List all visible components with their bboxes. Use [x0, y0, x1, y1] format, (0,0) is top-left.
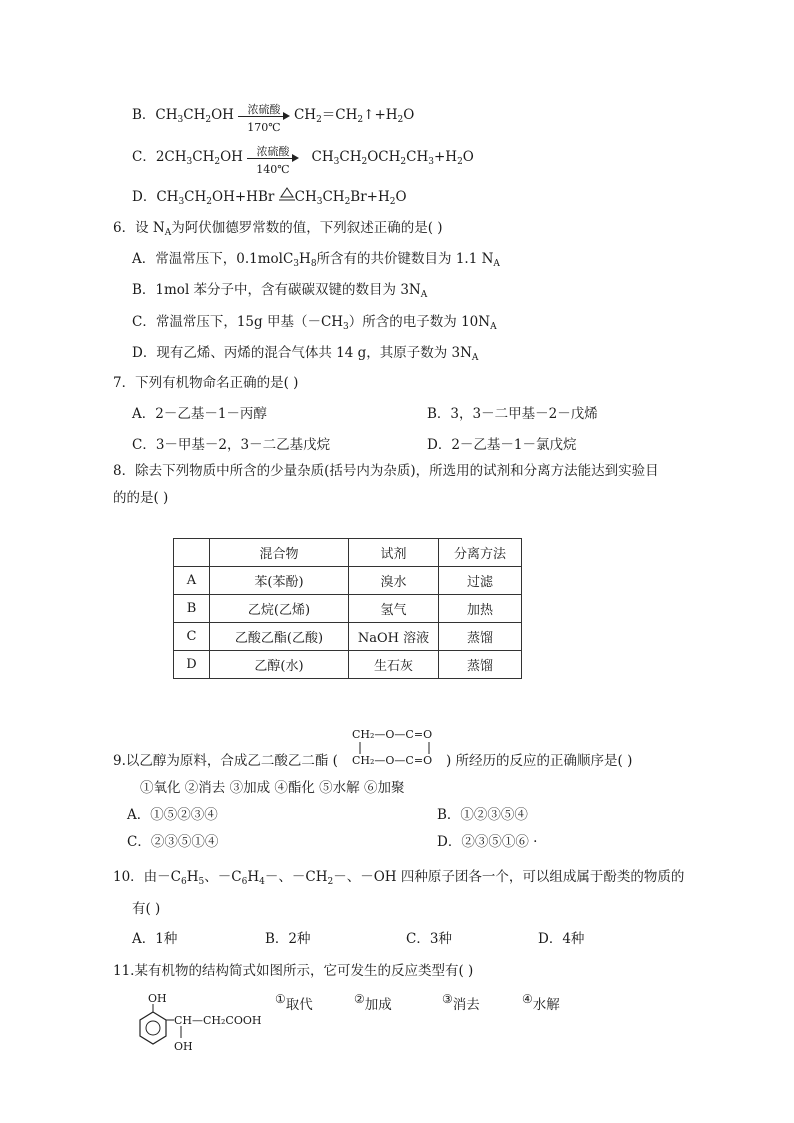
q9-option-d: D．②③⑤①⑥ · — [437, 834, 538, 850]
q10-stem-line2: 有( ) — [132, 901, 161, 917]
table-cell: 加热 — [439, 595, 522, 623]
table-cell: 试剂 — [349, 539, 439, 567]
q7-option-d: D．2－乙基－1－氯戊烷 — [427, 437, 577, 453]
reaction-arrow-icon: 浓硫酸 140℃ — [247, 149, 299, 167]
table-row — [174, 651, 522, 679]
struct-top-line: CH₂—O—C=O — [352, 728, 433, 741]
q10-option-d: D．4种 — [538, 931, 585, 947]
table-cell: 溴水 — [349, 567, 439, 595]
table-cell: 乙醇(水) — [210, 651, 349, 679]
q7-stem: 7．下列有机物命名正确的是( ) — [113, 375, 299, 391]
q9-option-c: C．②③⑤①④ — [127, 834, 219, 850]
table-cell: A — [174, 567, 210, 595]
table-cell: 氢气 — [349, 595, 439, 623]
q11-stem: 11.某有机物的结构简式如图所示，它可发生的反应类型有( ) — [113, 963, 474, 979]
table-cell — [174, 539, 210, 567]
q6-stem: 6．设 $N_A$为阿伏伽德罗常数的值，下列叙述正确的是( ) — [113, 220, 443, 238]
q8-stem-line2: 的的是( ) — [113, 490, 169, 506]
q7-option-b: B．3，3－二甲基－2－戊烯 — [427, 406, 598, 422]
q10-stem-line1: 10．由$-C_6H_5$、$-C_6H_4-$、$-CH_2-$、－OH 四种原子团各一个，可以组成属于酚类的物质的 — [113, 869, 685, 887]
table-cell: C — [174, 623, 210, 651]
heat-delta-icon — [279, 190, 295, 206]
table-cell: 混合物 — [210, 539, 349, 567]
table-cell: 生石灰 — [349, 651, 439, 679]
q11-option-3: ③消去 — [442, 992, 480, 1013]
table-cell: 乙酸乙酯(乙酸) — [210, 623, 349, 651]
table-cell: 蒸馏 — [439, 623, 522, 651]
table-cell: NaOH 溶液 — [349, 623, 439, 651]
q8-stem-line1: 8．除去下列物质中所含的少量杂质(括号内为杂质)，所选用的试剂和分离方法能达到实验目 — [113, 463, 659, 479]
q8-table — [173, 538, 522, 679]
struct-bottom-line: CH₂—O—C=O — [352, 754, 433, 767]
table-cell: 乙烷(乙烯) — [210, 595, 349, 623]
q9-option-a: A．①⑤②③④ — [127, 807, 218, 823]
table-row — [174, 567, 522, 595]
q10-option-c: C．3种 — [406, 931, 452, 947]
reaction-arrow-icon: 浓硫酸 170℃ — [238, 107, 290, 125]
struct-oh-bottom: OH — [174, 1040, 193, 1053]
table-cell: 分离方法 — [439, 539, 522, 567]
table-cell: B — [174, 595, 210, 623]
q6-option-d: D．现有乙烯、丙烯的混合气体共 14 g，其原子数为 $3N_A$ — [132, 345, 479, 363]
q5-option-b: B．$CH_3CH_2OH$ 浓硫酸 170℃ $CH_2=CH_2↑+H_2O$ — [132, 102, 415, 134]
table-cell: 蒸馏 — [439, 651, 522, 679]
q9-steps: ①氧化 ②消去 ③加成 ④酯化 ⑤水解 ⑥加聚 — [140, 780, 405, 796]
table-cell: 过滤 — [439, 567, 522, 595]
q9-stem: 9.以乙醇为原料，合成乙二酸乙二酯 ( ) 所经历的反应的正确顺序是( ) — [113, 753, 633, 769]
table-cell: 苯(苯酚) — [210, 567, 349, 595]
struct-oh-top: OH — [148, 992, 167, 1005]
q5-option-c: C．$2CH_3CH_2OH$ 浓硫酸 140℃ $CH_3CH_2OCH_2CH_3+H_2O$ — [132, 144, 474, 176]
q7-option-c: C．3－甲基－2，3－二乙基戊烷 — [132, 437, 331, 453]
table-row — [174, 595, 522, 623]
table-cell: D — [174, 651, 210, 679]
q11-option-4: ④水解 — [522, 992, 560, 1013]
q11-option-1: ①取代 — [275, 992, 313, 1013]
table-header-row — [174, 539, 522, 567]
q9-option-b: B．①②③⑤④ — [437, 807, 528, 823]
table-row — [174, 623, 522, 651]
q6-option-a: A．常温常压下，$0.1molC_3H_8$所含有的共价键数目为 1.1 $N_A$ — [132, 251, 500, 269]
q7-option-a: A．2－乙基－1－丙醇 — [132, 406, 267, 422]
q6-option-b: B．1mol 苯分子中，含有碳碳双键的数目为 $3N_A$ — [132, 282, 428, 300]
q11-structure — [138, 990, 278, 1062]
q10-option-b: B．2种 — [265, 931, 311, 947]
q11-option-2: ②加成 — [354, 992, 392, 1013]
q5-option-d: D．$CH_3CH_2OH+HBr$ $CH_3CH_2Br+H_2O$ — [132, 189, 407, 207]
q6-option-c: C．常温常压下，15g 甲基$(-CH_3)$所含的电子数为 $10N_A$ — [132, 314, 497, 332]
struct-chain: CH—CH₂COOH — [174, 1014, 262, 1027]
q10-option-a: A．1种 — [132, 931, 178, 947]
